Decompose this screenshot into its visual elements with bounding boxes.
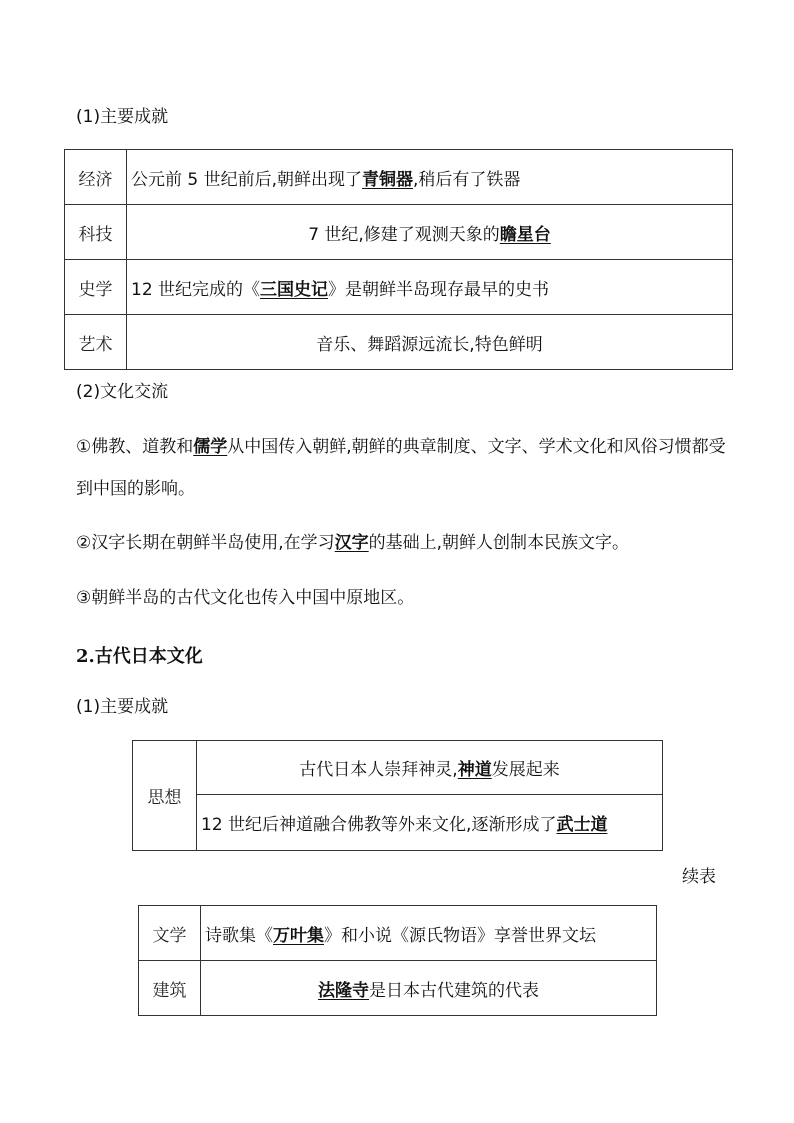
exchange-paragraph-2: ②汉字长期在朝鲜半岛使用,在学习汉字的基础上,朝鲜人创制本民族文字。: [76, 533, 630, 553]
japan-thought-table: [132, 740, 663, 851]
row-content-literature: 诗歌集《万叶集》和小说《源氏物语》享誉世界文坛: [201, 906, 657, 961]
row-content-economy: 公元前 5 世纪前后,朝鲜出现了青铜器,稍后有了铁器: [127, 150, 733, 205]
section-title-japan: 2.古代日本文化: [76, 646, 203, 667]
exchange-paragraph-1: ①佛教、道教和儒学从中国传入朝鲜,朝鲜的典章制度、文字、学术文化和风俗习惯都受到中国的影响。: [76, 437, 726, 499]
table-row: [139, 961, 657, 1016]
keyword-chinese-characters: 汉字: [334, 533, 369, 553]
row-content-shinto: 古代日本人崇拜神灵,神道发展起来: [197, 741, 663, 795]
row-label-architecture: 建筑: [139, 961, 201, 1016]
table-row: [133, 795, 663, 851]
subtitle-achievements-korea: (1)主要成就: [76, 107, 169, 127]
exchange-paragraph-3: ③朝鲜半岛的古代文化也传入中国中原地区。: [76, 588, 415, 608]
table-continued-label: 续表: [682, 867, 716, 887]
table-row: [65, 260, 733, 315]
keyword-bushido: 武士道: [556, 815, 608, 835]
keyword-observatory: 瞻星台: [499, 224, 551, 245]
row-label-thought: 思想: [133, 741, 197, 851]
row-label-art: 艺术: [65, 315, 127, 370]
row-content-architecture: 法隆寺是日本古代建筑的代表: [201, 961, 657, 1016]
keyword-bronze: 青铜器: [362, 169, 414, 190]
row-content-art: 音乐、舞蹈源远流长,特色鲜明: [127, 315, 733, 370]
table-row: [65, 150, 733, 205]
row-label-literature: 文学: [139, 906, 201, 961]
table-row: [139, 906, 657, 961]
keyword-shinto: 神道: [457, 760, 492, 780]
table-row: [133, 741, 663, 795]
subtitle-cultural-exchange: (2)文化交流: [76, 382, 169, 402]
row-label-science: 科技: [65, 205, 127, 260]
row-label-economy: 经济: [65, 150, 127, 205]
table-row: [65, 315, 733, 370]
korea-achievements-table: [64, 149, 733, 370]
keyword-confucianism: 儒学: [193, 437, 228, 457]
table-row: [65, 205, 733, 260]
row-content-history: 12 世纪完成的《三国史记》是朝鲜半岛现存最早的史书: [127, 260, 733, 315]
row-content-science: 7 世纪,修建了观测天象的瞻星台: [127, 205, 733, 260]
keyword-horyuji: 法隆寺: [318, 980, 369, 1001]
keyword-manyoshu: 万叶集: [273, 925, 324, 946]
row-label-history: 史学: [65, 260, 127, 315]
row-content-bushido: 12 世纪后神道融合佛教等外来文化,逐渐形成了武士道: [197, 795, 663, 851]
japan-literature-architecture-table: [138, 905, 657, 1016]
keyword-samguk-sagi: 三国史记: [260, 279, 329, 300]
subtitle-achievements-japan: (1)主要成就: [76, 697, 169, 717]
